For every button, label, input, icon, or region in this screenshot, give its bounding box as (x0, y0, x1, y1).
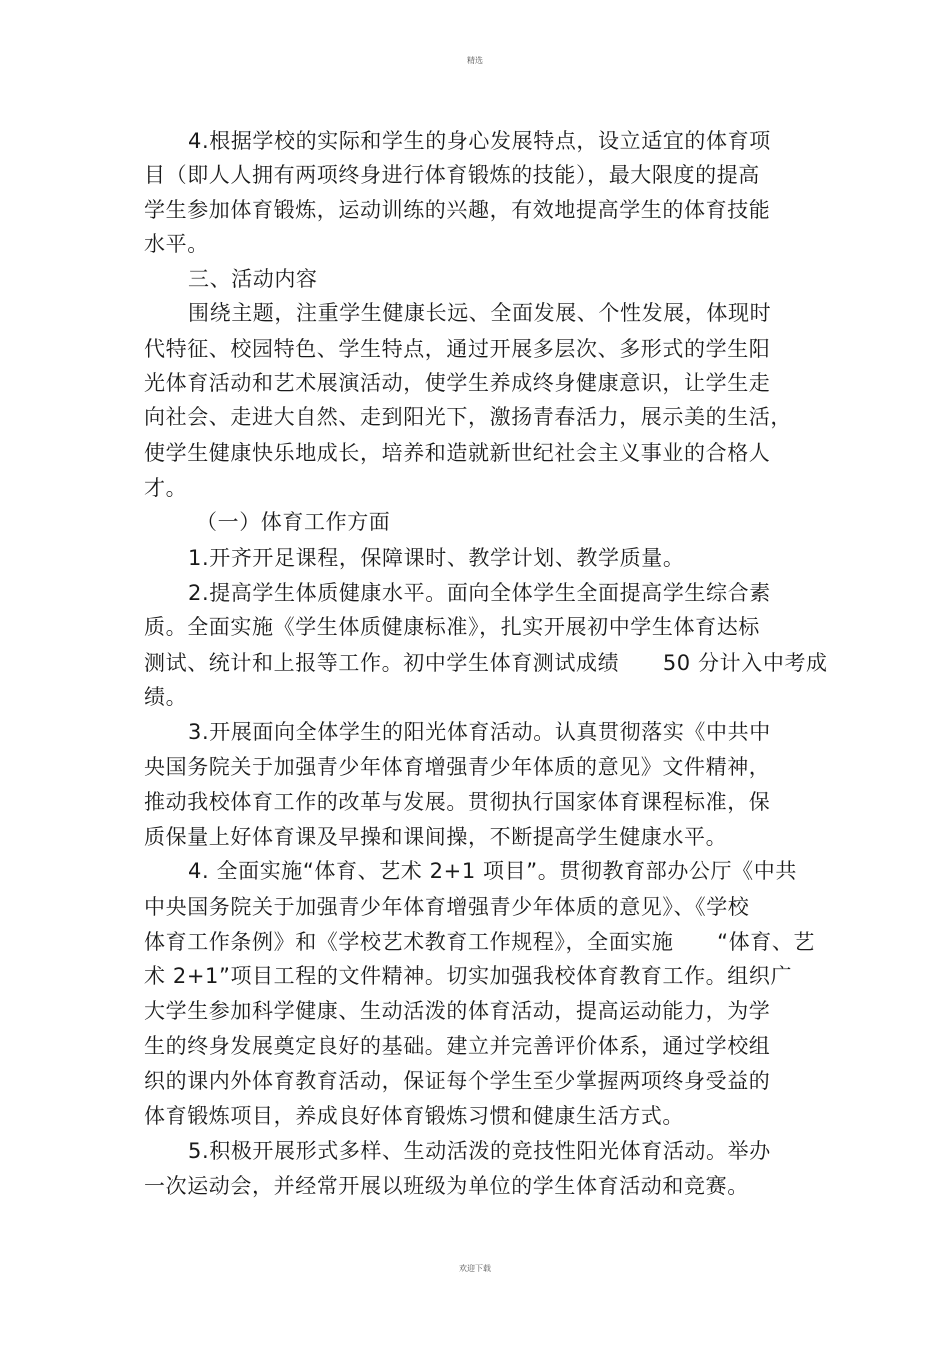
paragraph-line: 目（即人人拥有两项终身进行体育锻炼的技能），最大限度的提高 (144, 163, 760, 187)
paragraph-line: 水平。 (144, 232, 209, 256)
paragraph-line: 质保量上好体育课及早操和课间操，不断提高学生健康水平。 (144, 825, 728, 849)
paragraph-line: 体育工作条例》和《学校艺术教育工作规程》，全面实施 “体育、艺 (144, 930, 816, 954)
paragraph-line: 质。全面实施《学生体质健康标准》，扎实开展初中学生体育达标 (144, 615, 760, 639)
paragraph-line: 5.积极开展形式多样、生动活泼的竞技性阳光体育活动。举办 (188, 1139, 771, 1163)
page-footer: 欢迎下载 (459, 1264, 491, 1273)
page-header: 精选 (467, 56, 483, 65)
paragraph-line: 大学生参加科学健康、生动活泼的体育活动，提高运动能力，为学 (144, 999, 771, 1023)
paragraph-line: 绩。 (144, 685, 188, 709)
paragraph-line: 中央国务院关于加强青少年体育增强青少年体质的意见》、《学校 (144, 895, 750, 919)
paragraph-line: 生的终身发展奠定良好的基础。建立并完善评价体系，通过学校组 (144, 1034, 771, 1058)
paragraph-line: 1.开齐开足课程，保障课时、教学计划、教学质量。 (188, 546, 685, 570)
section-heading: 三、活动内容 (188, 267, 318, 291)
paragraph-line: 向社会、走进大自然、走到阳光下，激扬青春活力，展示美的生活， (144, 405, 792, 429)
paragraph-line: 一次运动会，并经常开展以班级为单位的学生体育活动和竞赛。 (144, 1174, 749, 1198)
paragraph-line: 2.提高学生体质健康水平。面向全体学生全面提高学生综合素 (188, 581, 771, 605)
paragraph-line: 术 2+1”项目工程的文件精神。切实加强我校体育教育工作。组织广 (144, 964, 793, 988)
paragraph-line: 3.开展面向全体学生的阳光体育活动。认真贯彻落实《中共中 (188, 720, 771, 744)
paragraph-line: 织的课内外体育教育活动，保证每个学生至少掌握两项终身受益的 (144, 1069, 771, 1093)
paragraph-line: 4. 全面实施“体育、艺术 2+1 项目”。贯彻教育部办公厅《中共 (188, 859, 797, 883)
subsection-heading: （一）体育工作方面 (196, 510, 391, 534)
paragraph-line: 才。 (144, 476, 188, 500)
paragraph-line: 光体育活动和艺术展演活动，使学生养成终身健康意识，让学生走 (144, 371, 771, 395)
paragraph-line: 测试、统计和上报等工作。初中学生体育测试成绩 50 分计入中考成 (144, 651, 828, 675)
paragraph-line: 体育锻炼项目，养成良好体育锻炼习惯和健康生活方式。 (144, 1104, 684, 1128)
paragraph-line: 推动我校体育工作的改革与发展。贯彻执行国家体育课程标准，保 (144, 790, 771, 814)
paragraph-line: 学生参加体育锻炼，运动训练的兴趣，有效地提高学生的体育技能 (144, 198, 771, 222)
paragraph-line: 使学生健康快乐地成长，培养和造就新世纪社会主义事业的合格人 (144, 441, 771, 465)
paragraph-line: 4.根据学校的实际和学生的身心发展特点，设立适宜的体育项 (188, 129, 771, 153)
paragraph-line: 央国务院关于加强青少年体育增强青少年体质的意见》文件精神， (144, 755, 771, 779)
paragraph-line: 代特征、校园特色、学生特点，通过开展多层次、多形式的学生阳 (144, 337, 771, 361)
paragraph-line: 围绕主题，注重学生健康长远、全面发展、个性发展，体现时 (188, 301, 772, 325)
